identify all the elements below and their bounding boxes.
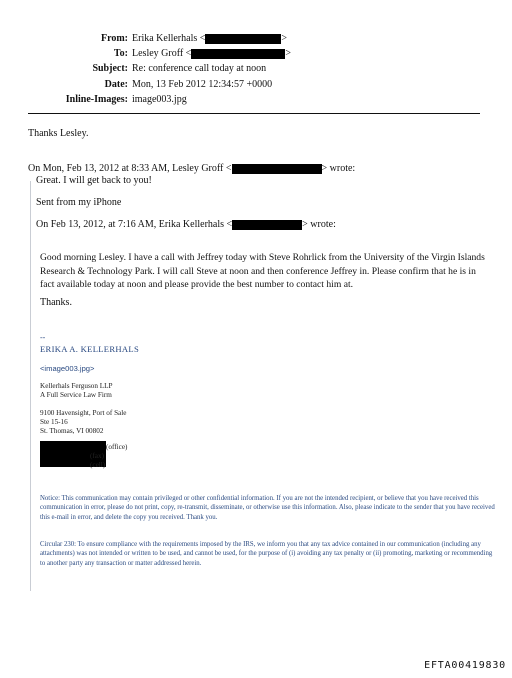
date-value: Mon, 13 Feb 2012 12:34:57 +0000 bbox=[132, 78, 273, 90]
quote2-thanks: Thanks. bbox=[40, 297, 72, 308]
quote2-paragraph: Good morning Lesley. I have a call with Jeffrey today with Steve Rohrlick from the University of the Virgin Islands Research & Technology Park. I will call Steve at noon and then conference Jeffrey in. Please confirm that he is in fact available today at noon and please provide the best number to contact him at. bbox=[40, 252, 485, 290]
address-line-3: St. Thomas, VI 00802 bbox=[40, 427, 104, 435]
from-value: Erika Kellerhals < bbox=[132, 33, 206, 44]
firm-tagline: A Full Service Law Firm bbox=[40, 391, 112, 399]
to-label: To: bbox=[113, 48, 128, 60]
redaction-block bbox=[232, 164, 322, 174]
redaction-block bbox=[205, 34, 281, 44]
inline-images-value: image003.jpg bbox=[132, 93, 187, 105]
quote-bar bbox=[30, 181, 31, 591]
inline-images-label: Inline-Images: bbox=[65, 93, 128, 105]
confidentiality-notice: Notice: This communication may contain privileged or other confidential information. If you are not the intended recipient, or believe that you have received this communication in error, please do not print, copy, re-transmit, disseminate, or otherwise use this information. Also, please indicate to the sender that you have received this e-mail in error, and delete the copy you received. Thank you. bbox=[40, 495, 495, 521]
document-id: EFTA00419830 bbox=[424, 660, 506, 671]
quote1-line1: Great. I will get back to you! bbox=[36, 175, 152, 186]
from-label: From: bbox=[100, 33, 128, 44]
date-row bbox=[0, 77, 512, 92]
from-row bbox=[0, 31, 512, 46]
redaction-block bbox=[232, 220, 302, 230]
subject-row bbox=[0, 61, 512, 76]
header-divider bbox=[28, 113, 480, 114]
phone-fax-label: (fax) bbox=[90, 452, 104, 460]
address-line-1: 9100 Havensight, Port of Sale bbox=[40, 409, 127, 417]
close-bracket: > bbox=[281, 33, 288, 44]
date-label: Date: bbox=[104, 78, 128, 90]
signature-image-placeholder: <image003.jpg> bbox=[40, 364, 95, 373]
circular-230-notice: Circular 230: To ensure compliance with the requirements imposed by the IRS, we inform you that any tax advice contained in our communication (including any attachments) was not intended or written to be used, and cannot be used, for the purpose of (i) avoiding any tax penalty or (ii) promoting, marketing or recommending to another party any transaction or matter addressed herein. bbox=[40, 541, 493, 567]
reply-text: Thanks Lesley. bbox=[28, 128, 89, 139]
email-header bbox=[0, 31, 512, 107]
signature-name: ERIKA A. KELLERHALS bbox=[40, 344, 140, 354]
address-line-2: Ste 15-16 bbox=[40, 418, 68, 426]
phone-cell-label: (cell) bbox=[90, 461, 106, 469]
redaction-block bbox=[191, 49, 285, 59]
firm-name: Kellerhals Ferguson LLP bbox=[40, 382, 113, 390]
to-value: Lesley Groff < bbox=[132, 48, 192, 60]
signature-dashes: -- bbox=[40, 333, 46, 342]
inline-images-row bbox=[0, 92, 512, 107]
to-row bbox=[0, 46, 512, 61]
quote1-intro: On Mon, Feb 13, 2012 at 8:33 AM, Lesley Groff < > wrote: bbox=[28, 163, 356, 174]
quote1-line2: Sent from my iPhone bbox=[36, 197, 122, 208]
subject-value: Re: conference call today at noon bbox=[132, 63, 267, 75]
close-bracket: > bbox=[285, 48, 291, 60]
quote2-intro: On Feb 13, 2012, at 7:16 AM, Erika Kellerhals < > wrote: bbox=[36, 219, 336, 230]
subject-label: Subject: bbox=[92, 63, 128, 75]
phone-office-label: (office) bbox=[106, 443, 128, 451]
